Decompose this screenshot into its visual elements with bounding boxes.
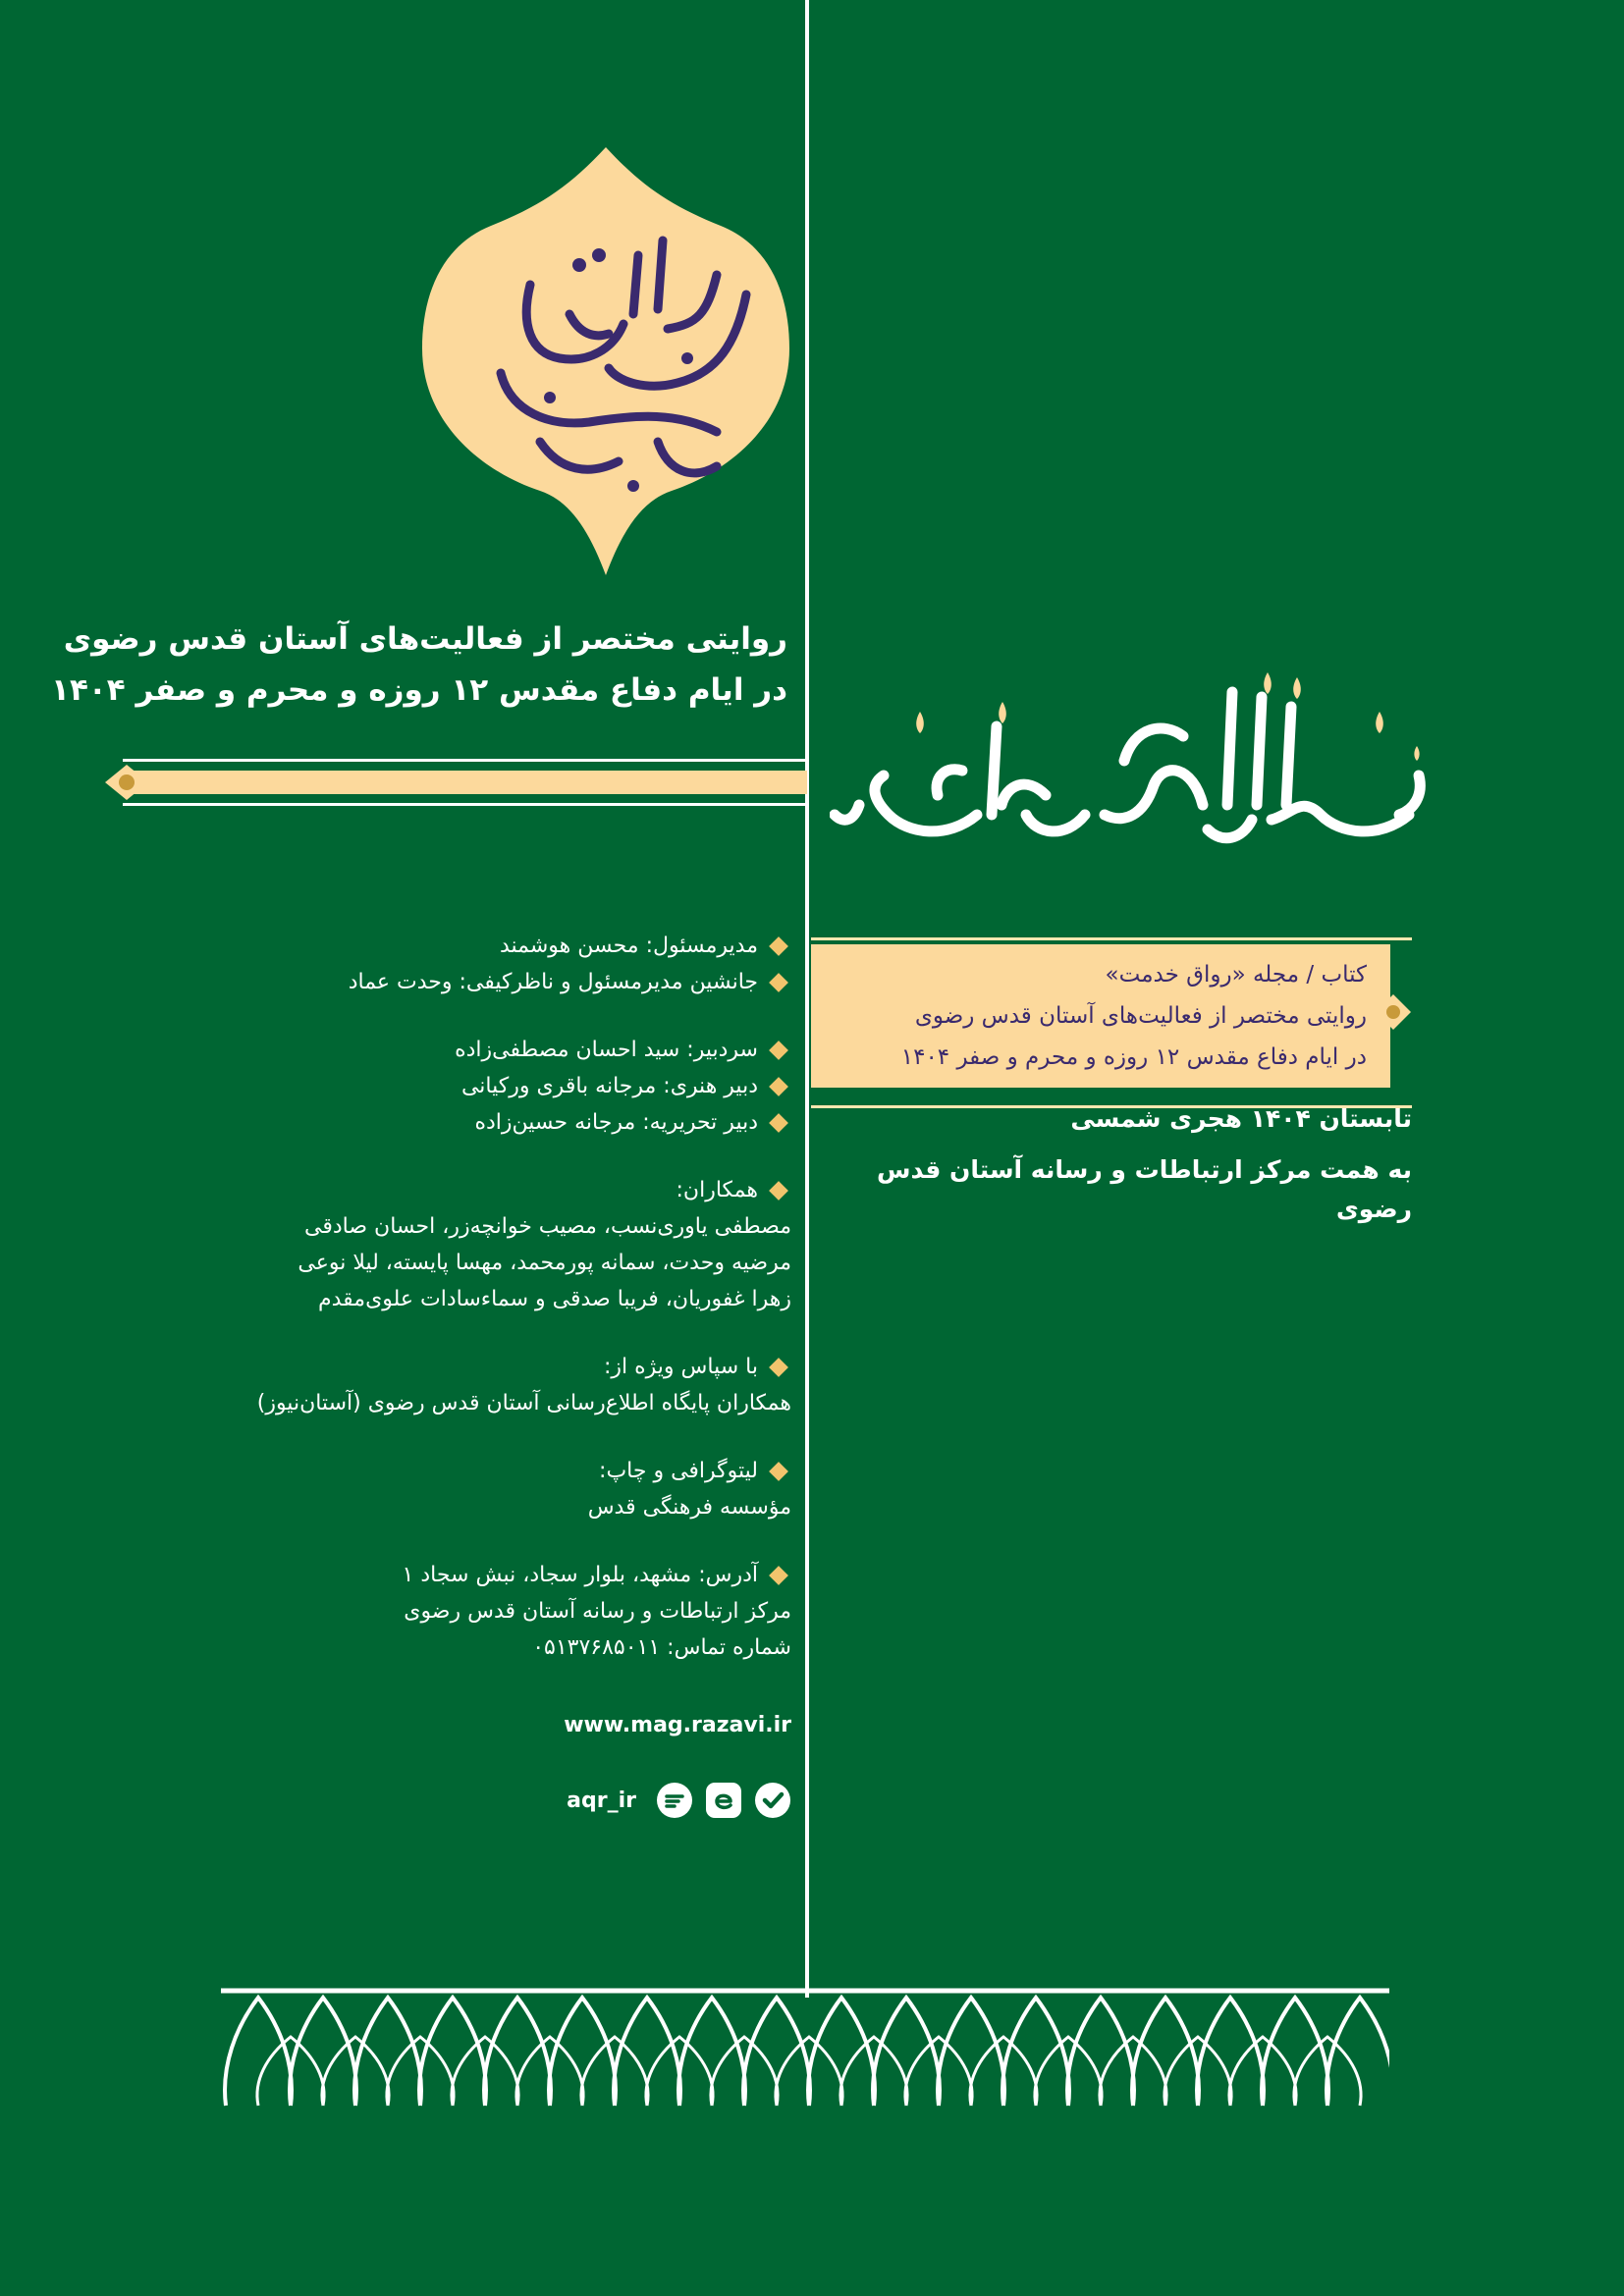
credit-item [153,1104,791,1141]
credit-item [153,1557,791,1593]
address-line-2: مرکز ارتباطات و رسانه آستان قدس رضوی [404,1599,791,1624]
credit-item [153,1068,791,1104]
center-divider [805,0,809,1998]
bale-icon[interactable] [754,1782,791,1819]
bismillah-calligraphy [830,667,1429,854]
info-box-line-2: روایتی مختصر از فعالیت‌های آستان قدس رضوی [914,1003,1367,1029]
credit-group-editors [153,1032,791,1141]
credit-group-print [153,1453,791,1525]
credit-item [153,1172,791,1208]
address-line-1: آدرس: مشهد، بلوار سجاد، نبش سجاد ۱ [402,1563,758,1587]
rubika-icon[interactable] [705,1782,742,1819]
thanks-line: همکاران پایگاه اطلاع‌رسانی آستان قدس رضوی (آستان‌نیوز) [256,1391,791,1415]
credit-group-collaborators [153,1172,791,1317]
publication-subtitle [51,614,787,716]
social-links [567,1782,791,1819]
address-phone: شماره تماس: ۰۵۱۳۷۶۸۵۰۱۱ [532,1635,791,1660]
diamond-bullet-icon [769,1181,788,1201]
credit-deputy: جانشین مدیرمسئول و ناظرکیفی: وحدت عماد [348,970,758,994]
info-box-title: کتاب / مجله «رواق خدمت» [1105,962,1367,988]
dome-logo-icon [422,147,789,575]
box-ornament [1375,993,1412,1031]
lattice-arch [1326,1998,1389,2106]
diamond-bullet-icon [769,1566,788,1585]
credit-item [153,1453,791,1489]
credit-editor-in-chief: سردبیر: سید احسان مصطفی‌زاده [455,1038,758,1062]
rawaq-khedmat-logo [422,147,789,575]
info-box-line-3: در ایام دفاع مقدس ۱۲ روزه و محرم و صفر ۱۴۰۴ [900,1044,1367,1070]
credit-item [153,964,791,1000]
diamond-bullet-icon [769,1462,788,1481]
info-box-frame [811,937,1412,1108]
issue-season: تابستان ۱۴۰۴ هجری شمسی [1070,1104,1412,1133]
subtitle-line-2: در ایام دفاع مقدس ۱۲ روزه و محرم و صفر ۱۴۰۴ [51,672,787,708]
credit-item [153,928,791,964]
credit-item [153,1349,791,1385]
print-line: مؤسسه فرهنگی قدس [587,1495,791,1520]
collaborators-label: همکاران: [676,1178,758,1202]
eitaa-icon[interactable] [656,1782,693,1819]
sponsor-line: به همت مرکز ارتباطات و رسانه آستان قدس رضوی [877,1155,1412,1223]
subtitle-line-1: روایتی مختصر از فعالیت‌های آستان قدس رضوی [63,621,787,657]
credit-group-thanks [153,1349,791,1421]
credit-group-management [153,928,791,1000]
diamond-bullet-icon [769,936,788,956]
bottom-lattice-ornament [221,1988,1389,2110]
diamond-bullet-icon [769,1358,788,1377]
lattice-pattern-icon [221,1988,1389,2110]
diamond-bullet-icon [769,1077,788,1096]
collaborators-line: زهرا غفوریان، فریبا صدقی و سماء‌سادات علوی‌مقدم [317,1287,791,1311]
diamond-bullet-icon [769,973,788,992]
credits-list [153,928,791,1697]
website-link[interactable]: www.mag.razavi.ir [564,1713,791,1737]
ribbon-ornament-icon [103,759,807,806]
diamond-bullet-icon [769,1041,788,1060]
credit-group-address [153,1557,791,1666]
info-box [811,944,1390,1088]
collaborators-line: مصطفی یاوری‌نسب، مصیب خوانچه‌زر، احسان صادقی [304,1214,791,1239]
thanks-label: با سپاس ویژه از: [604,1355,758,1379]
diamond-bullet-icon [769,1113,788,1133]
credit-item [153,1032,791,1068]
credit-art-editor: دبیر هنری: مرجانه باقری ورکیانی [460,1074,758,1098]
print-label: لیتوگرافی و چاپ: [599,1459,758,1483]
collaborators-line: مرضیه وحدت، سمانه پورمحمد، مهسا پایسته، لیلا نوعی [298,1251,791,1275]
social-handle[interactable]: aqr_ir [567,1788,636,1813]
credit-editorial-secretary: دبیر تحریریه: مرجانه حسین‌زاده [474,1110,758,1135]
bismillah-calligraphy-icon [830,667,1429,854]
decorative-ribbon [103,759,807,806]
credit-manager: مدیرمسئول: محسن هوشمند [499,934,758,958]
diamond-ornament-icon [1375,993,1412,1031]
